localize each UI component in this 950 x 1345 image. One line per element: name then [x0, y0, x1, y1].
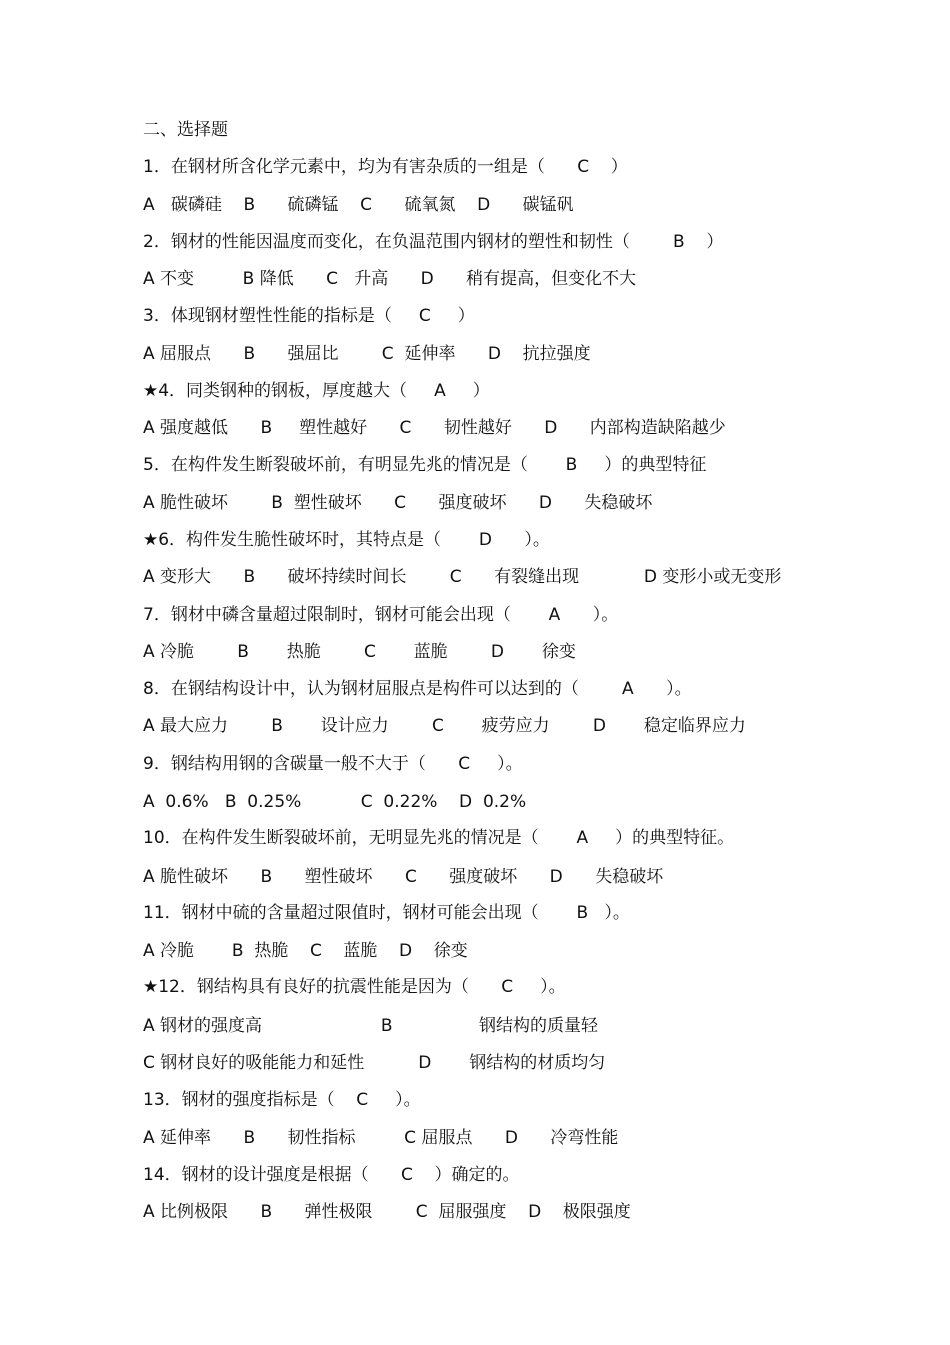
- question-11: 11．钢材中硫的含量超过限值时，钢材可能会出现（ B ）。: [143, 903, 630, 923]
- question-2: 2．钢材的性能因温度而变化，在负温范围内钢材的塑性和韧性（ B ）: [143, 232, 724, 252]
- options-11: A 冷脆 B 热脆 C 蓝脆 D 徐变: [143, 941, 468, 961]
- question-3: 3．体现钢材塑性性能的指标是（ C ）: [143, 306, 475, 326]
- options-12-ab: A 钢材的强度高 B 钢结构的质量轻: [143, 1016, 599, 1036]
- question-5: 5．在构件发生断裂破坏前，有明显先兆的情况是（ B ）的典型特征: [143, 455, 707, 475]
- options-7: A 冷脆 B 热脆 C 蓝脆 D 徐变: [143, 642, 576, 662]
- options-10: A 脆性破坏 B 塑性破坏 C 强度破坏 D 失稳破坏: [143, 867, 664, 887]
- question-14: 14．钢材的设计强度是根据（ C ）确定的。: [143, 1165, 520, 1185]
- question-7: 7．钢材中磷含量超过限制时，钢材可能会出现（ A ）。: [143, 605, 619, 625]
- options-6: A 变形大 B 破坏持续时间长 C 有裂缝出现 D 变形小或无变形: [143, 567, 782, 587]
- options-14: A 比例极限 B 弹性极限 C 屈服强度 D 极限强度: [143, 1202, 631, 1222]
- options-13: A 延伸率 B 韧性指标 C 屈服点 D 冷弯性能: [143, 1128, 619, 1148]
- question-4: ★4．同类钢种的钢板，厚度越大（ A ）: [143, 381, 490, 401]
- question-9: 9．钢结构用钢的含碳量一般不大于（ C ）。: [143, 754, 523, 774]
- question-1: 1．在钢材所含化学元素中，均为有害杂质的一组是（ C ）: [143, 157, 628, 177]
- options-9: A 0.6% B 0.25% C 0.22% D 0.2%: [143, 792, 527, 812]
- question-6: ★6．构件发生脆性破坏时，其特点是（ D ）。: [143, 530, 550, 550]
- question-12: ★12．钢结构具有良好的抗震性能是因为（ C ）。: [143, 977, 566, 997]
- options-1: A 碳磷硅 B 硫磷锰 C 硫氧氮 D 碳锰矾: [143, 195, 574, 215]
- options-8: A 最大应力 B 设计应力 C 疲劳应力 D 稳定临界应力: [143, 716, 746, 736]
- options-5: A 脆性破坏 B 塑性破坏 C 强度破坏 D 失稳破坏: [143, 493, 653, 513]
- question-8: 8．在钢结构设计中，认为钢材屈服点是构件可以达到的（ A ）。: [143, 679, 692, 699]
- question-10: 10．在构件发生断裂破坏前，无明显先兆的情况是（ A ）的典型特征。: [143, 828, 735, 848]
- options-12-cd: C 钢材良好的吸能能力和延性 D 钢结构的材质均匀: [143, 1053, 606, 1073]
- options-3: A 屈服点 B 强屈比 C 延伸率 D 抗拉强度: [143, 344, 591, 364]
- section-title: 二、选择题: [143, 120, 228, 140]
- options-4: A 强度越低 B 塑性越好 C 韧性越好 D 内部构造缺陷越少: [143, 418, 726, 438]
- question-13: 13．钢材的强度指标是（ C ）。: [143, 1090, 421, 1110]
- options-2: A 不变 B 降低 C 升高 D 稍有提高，但变化不大: [143, 269, 637, 289]
